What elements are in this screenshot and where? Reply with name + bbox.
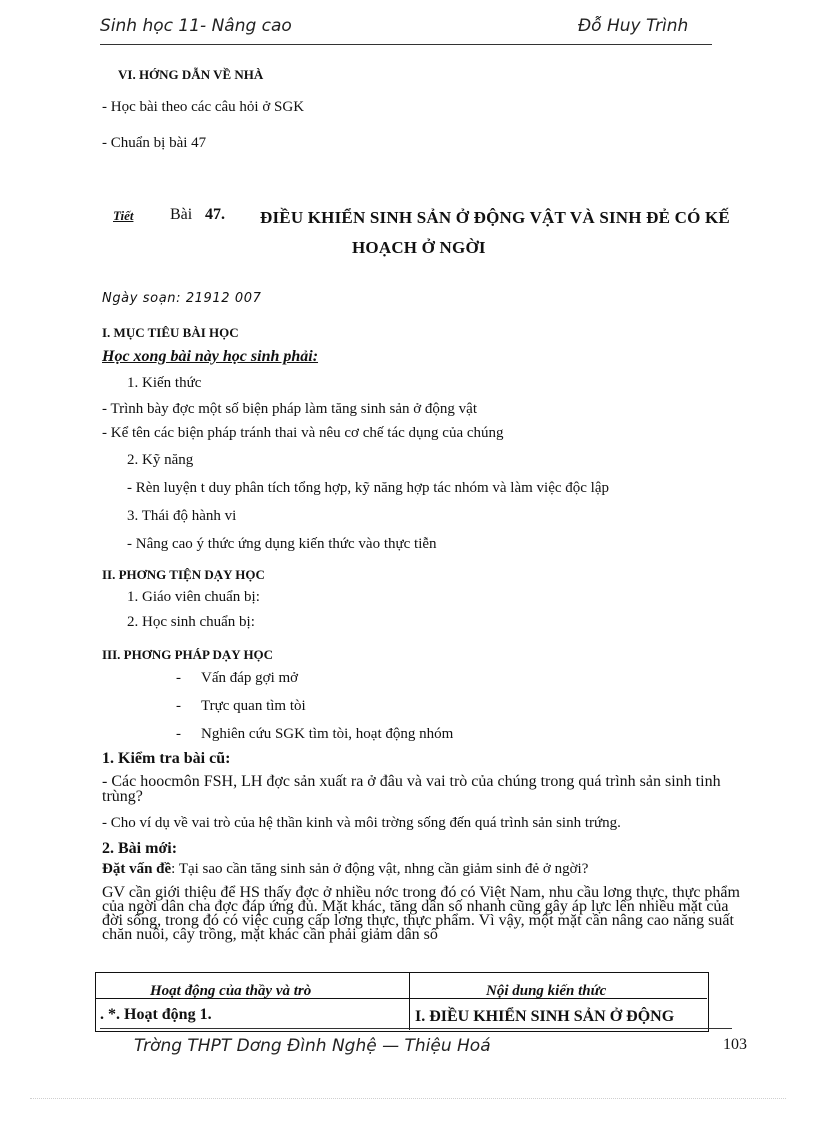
lesson-title-cont: HOẠCH Ở NGỜI bbox=[352, 238, 486, 257]
method-bullet: - bbox=[176, 670, 181, 686]
table-cell-content: I. ĐIỀU KHIỂN SINH SẢN Ở ĐỘNG bbox=[415, 1008, 675, 1025]
prep-date: Ngày soạn: 21912 007 bbox=[102, 291, 262, 306]
page-edge bbox=[30, 1098, 786, 1099]
attitude-heading: 3. Thái độ hành vi bbox=[127, 508, 237, 524]
page-number: 103 bbox=[723, 1036, 747, 1053]
footer-school: Trờng THPT Dơng Đình Nghệ — Thiệu Hoá bbox=[134, 1036, 491, 1056]
lesson-title: ĐIỀU KHIỂN SINH SẢN Ở ĐỘNG VẬT VÀ SINH ĐẺ CÓ KẾ bbox=[260, 208, 730, 227]
knowledge-item: - Kể tên các biện pháp tránh thai và nêu cơ chế tác dụng của chúng bbox=[102, 425, 504, 441]
knowledge-item: - Trình bày đợc một số biện pháp làm tăng sinh sản ở động vật bbox=[102, 401, 477, 417]
section-aids-title: II. PHƠNG TIỆN DẠY HỌC bbox=[102, 567, 265, 582]
homework-item: - Học bài theo các câu hỏi ở SGK bbox=[102, 99, 305, 115]
newlesson-title: 2. Bài mới: bbox=[102, 840, 178, 857]
problem-statement bbox=[102, 861, 588, 878]
method-bullet: - bbox=[176, 726, 181, 742]
header-author: Đỗ Huy Trình bbox=[578, 16, 689, 36]
footer-rule bbox=[100, 1028, 732, 1029]
homework-title: VI. HỚNG DẪN VỀ NHÀ bbox=[118, 67, 264, 82]
table-header-activity: Hoạt động của thầy và trò bbox=[150, 983, 312, 999]
aids-item: 2. Học sinh chuẩn bị: bbox=[127, 614, 255, 630]
lesson-number: 47. bbox=[205, 206, 225, 223]
method-item: Trực quan tìm tòi bbox=[201, 698, 306, 714]
skills-item: - Rèn luyện t duy phân tích tổng hợp, kỹ năng hợp tác nhóm và làm việc độc lập bbox=[127, 480, 610, 496]
section-objectives-title: I. MỤC TIÊU BÀI HỌC bbox=[102, 325, 239, 340]
table-header-content: Nội dung kiến thức bbox=[486, 983, 607, 999]
knowledge-heading: 1. Kiến thức bbox=[127, 375, 202, 391]
header-rule bbox=[100, 44, 712, 45]
table-cell-activity: . *. Hoạt động 1. bbox=[100, 1006, 212, 1023]
attitude-item: - Nâng cao ý thức ứng dụng kiến thức vào thực tiễn bbox=[127, 536, 437, 552]
objectives-intro: Học xong bài này học sinh phải: bbox=[102, 348, 319, 365]
lesson-tiet: Tiết bbox=[113, 208, 134, 223]
review-question: - Các hoocmôn FSH, LH đợc sản xuất ra ở đâu và vai trò của chúng trong quá trình sản sinh tinh trùng? bbox=[102, 773, 721, 805]
problem-text: : Tại sao cần tăng sinh sản ở động vật, nhng cần giảm sinh đẻ ở ngời? bbox=[171, 861, 589, 877]
method-bullet: - bbox=[176, 698, 181, 714]
section-methods-title: III. PHƠNG PHÁP DẠY HỌC bbox=[102, 647, 274, 662]
intro-paragraph: GV cần giới thiệu để HS thấy đợc ở nhiều nớc trong đó có Việt Nam, nhu cầu lơng thực, thực phẩm của ngời dân cha đợc đáp ứng đủ. Mặt khác, tăng dân số nhanh cũng gây áp lực lên nhiều mặt của đời sống, trong đó có việc cung cấp lơng thực, thực phẩm. Vì vậy, một mặt cần nâng cao năng suất chăn nuôi, cây trồng, mặt khác cần phải giảm dân số bbox=[102, 884, 740, 943]
method-item: Vấn đáp gợi mở bbox=[201, 670, 299, 686]
problem-label: Đặt vấn đề bbox=[102, 861, 172, 877]
lesson-label: Bài bbox=[170, 206, 193, 223]
homework-item: - Chuẩn bị bài 47 bbox=[102, 135, 207, 151]
method-item: Nghiên cứu SGK tìm tòi, hoạt động nhóm bbox=[201, 726, 454, 742]
skills-heading: 2. Kỹ năng bbox=[127, 452, 194, 468]
review-title: 1. Kiểm tra bài cũ: bbox=[102, 750, 231, 767]
table-column-divider bbox=[409, 972, 410, 1030]
header-subject: Sinh học 11- Nâng cao bbox=[100, 16, 292, 36]
aids-item: 1. Giáo viên chuẩn bị: bbox=[127, 589, 260, 605]
review-question: - Cho ví dụ về vai trò của hệ thần kinh và môi trờng sống đến quá trình sản sinh trứng. bbox=[102, 815, 621, 831]
